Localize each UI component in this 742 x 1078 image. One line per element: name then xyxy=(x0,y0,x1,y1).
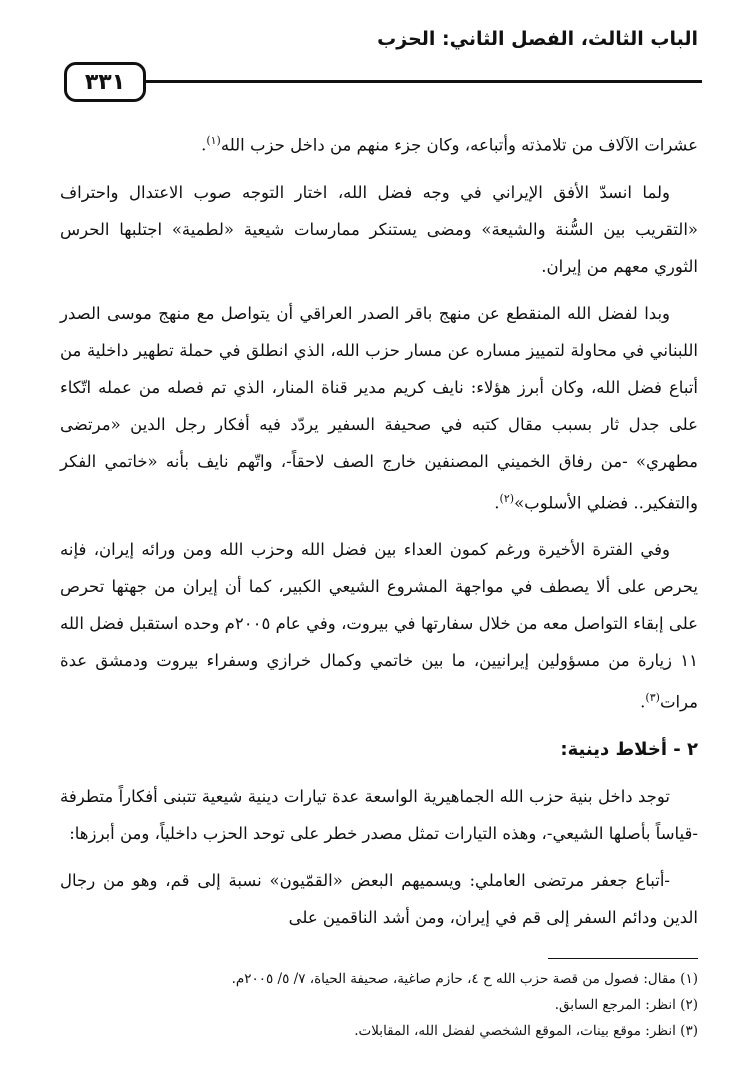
paragraph-3 xyxy=(60,295,698,522)
header-rule xyxy=(146,80,702,83)
footnote-ref-3: (٣) xyxy=(645,691,660,704)
paragraph-3-text: وبدا لفضل الله المنقطع عن منهج باقر الصدر العراقي أن يتواصل مع منهج موسى الصدر اللبناني في محاولة لتمييز مساره عن مسار حزب الله، الذي انطلق في حملة تطهير داخلية من أتباع فضل الله، وكان أبرز هؤلاء: نايف كريم مدير قناة المنار، الذي تم فصله من عمله اتّكاء على جدل ثار بسبب مقال كتبه في صحيفة السفير يردّد فيه أفكار رجل الدين «مرتضى مطهري» -من رفاق الخميني المصنفين خارج الصف لاحقاً-، واتّهم نايف بأنه «خاتمي الفكر والتفكير.. فضلي الأسلوب» xyxy=(60,303,698,512)
paragraph-6: -أتباع جعفر مرتضى العاملي: ويسميهم البعض «القمّيون» نسبة إلى قم، وهو من رجال الدين ودائم السفر إلى قم في إيران، ومن أشد الناقمين على xyxy=(60,870,698,927)
paragraph-1-text: عشرات الآلاف من تلامذته وأتباعه، وكان جزء منهم من داخل حزب الله xyxy=(220,135,698,155)
footnote-1: (١) مقال: فصول من قصة حزب الله ح ٤، حازم صاغية، صحيفة الحياة، ٧/ ٥/ ٢٠٠٥م. xyxy=(231,971,698,987)
footnote-3: (٣) انظر: موقع بينات، الموقع الشخصي لفضل الله، المقابلات. xyxy=(354,1023,698,1039)
section-heading: ٢ - أخلاط دينية: xyxy=(560,738,698,760)
body-text xyxy=(60,122,698,946)
paragraph-4-text: وفي الفترة الأخيرة ورغم كمون العداء بين فضل الله وحزب الله ومن ورائه إيران، فإنه يحرص على ألا يصطف في مواجهة المشروع الشيعي الكبير، كما أن إيران من جهتها تحرص على إبقاء التواصل معه من خلال سفارتها في بيروت، وفي عام ٢٠٠٥م وحده استقبل فضل الله ١١ زيارة من مسؤولين إيرانيين، ما بين خاتمي وكمال خرازي وسفراء بيروت ودمشق عدة مرات xyxy=(60,540,698,712)
paragraph-2: ولما انسدّ الأفق الإيراني في وجه فضل الله، اختار التوجه صوب الاعتدال واحتراف «التقريب بين السُّنة والشيعة» ومضى يستنكر ممارسات شيعية «لطمية» اجتلبها الحرس الثوري معهم من إيران. xyxy=(60,182,698,276)
running-title: الباب الثالث، الفصل الثاني: الحزب xyxy=(377,28,698,50)
paragraph-3-end: . xyxy=(494,493,500,512)
page-number: ٣٣١ xyxy=(64,62,146,102)
footnote-2: (٢) انظر: المرجع السابق. xyxy=(554,997,698,1013)
footnote-rule xyxy=(548,958,698,959)
footnote-ref-1: (١) xyxy=(206,134,221,147)
paragraph-4 xyxy=(60,531,698,721)
paragraph-1 xyxy=(60,122,698,164)
paragraph-5: توجد داخل بنية حزب الله الجماهيرية الواسعة عدة تيارات دينية شيعية تتبنى أفكاراً متطرفة -قياساً بأصلها الشيعي-، وهذه التيارات تمثل مصدر خطر على توحد الحزب داخلياً، ومن أبرزها: xyxy=(60,786,698,843)
footnotes xyxy=(60,966,698,1044)
paragraph-4-end: . xyxy=(640,692,646,712)
footnote-ref-2: (٢) xyxy=(499,491,515,505)
paragraph-1-end: . xyxy=(201,135,207,155)
